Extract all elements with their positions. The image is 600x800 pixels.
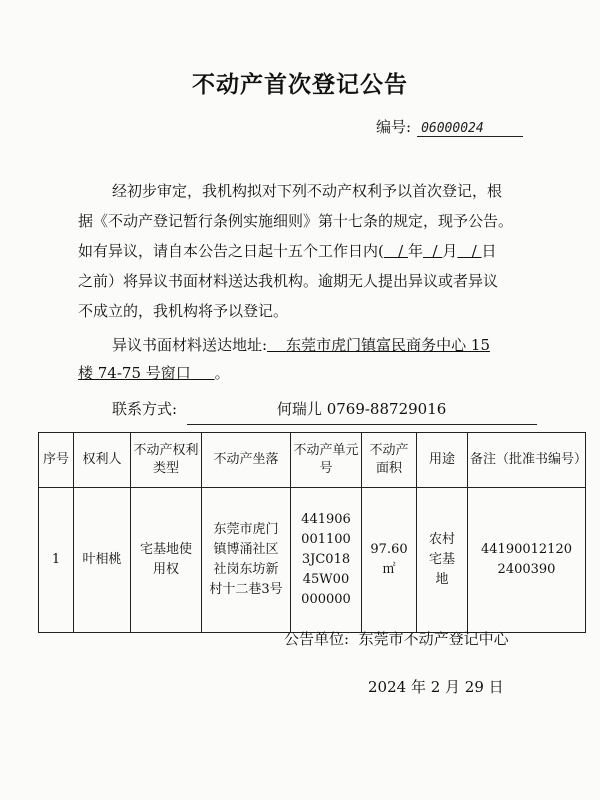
contact-label: 联系方式: <box>112 400 178 418</box>
table-row <box>39 488 586 633</box>
cell-right-holder: 叶相桃 <box>74 488 131 633</box>
issue-date: 2024 年 2 月 29 日 <box>368 678 504 696</box>
header-remark: 备注（批准书编号） <box>468 433 586 488</box>
body-line-5: 不成立的，我机构将予以登记。 <box>78 302 289 320</box>
body-line-3: 如有异议，请自本公告之日起十五个工作日内( / 年 / 月 / 日 <box>78 242 497 260</box>
notice-title: 不动产首次登记公告 <box>192 72 408 98</box>
month-label: 月 <box>442 242 458 260</box>
address-value-2: 楼 74-75 号窗口 <box>78 364 191 382</box>
registration-table <box>38 432 586 633</box>
address-label: 异议书面材料送达地址: <box>112 336 268 354</box>
header-location: 不动产坐落 <box>202 433 291 488</box>
header-seq: 序号 <box>39 433 74 488</box>
cell-seq: 1 <box>39 488 74 633</box>
body-line-2: 据《不动产登记暂行条例实施细则》第十七条的规定，现予公告。 <box>78 212 514 230</box>
header-right-type: 不动产权利类型 <box>131 433 202 488</box>
issuer-value: 东莞市不动产登记中心 <box>358 630 509 648</box>
body-line-4: 之前）将异议书面材料送达我机构。逾期无人提出异议或者异议 <box>78 272 499 290</box>
header-area: 不动产面积 <box>362 433 417 488</box>
contact-line <box>112 394 537 425</box>
header-right-holder: 权利人 <box>74 433 131 488</box>
ref-label: 编号: <box>376 118 412 136</box>
cell-remark: 441900121202400390 <box>468 488 586 633</box>
header-usage: 用途 <box>417 433 468 488</box>
header-unit-number: 不动产单元号 <box>291 433 362 488</box>
address-line-1 <box>112 330 490 360</box>
issuer-label: 公告单位: <box>284 630 350 648</box>
cell-area: 97.60㎡ <box>362 488 417 633</box>
deadline-prefix: 如有异议，请自本公告之日起十五个工作日内( <box>78 242 384 260</box>
cell-usage: 农村宅基地 <box>417 488 468 633</box>
address-value-1: 东莞市虎门镇富民商务中心 15 <box>286 336 490 354</box>
issuer-line <box>284 628 509 649</box>
cell-location: 东莞市虎门镇博涌社区社岗东坊新村十二巷3号 <box>202 488 291 633</box>
year-label: 年 <box>408 242 424 260</box>
day-label: 日 <box>481 242 497 260</box>
ref-number <box>376 116 523 137</box>
table-header-row <box>39 433 586 488</box>
address-line-2: 楼 74-75 号窗口 。 <box>78 364 230 382</box>
ref-handwritten-number: 06000024 <box>417 121 523 137</box>
cell-right-type: 宅基地使用权 <box>131 488 202 633</box>
contact-value: 何瑞儿 0769-88729016 <box>187 394 537 425</box>
cell-unit-number: 4419060011003JC01845W00000000 <box>291 488 362 633</box>
body-line-1: 经初步审定，我机构拟对下列不动产权利予以首次登记，根 <box>112 182 503 200</box>
